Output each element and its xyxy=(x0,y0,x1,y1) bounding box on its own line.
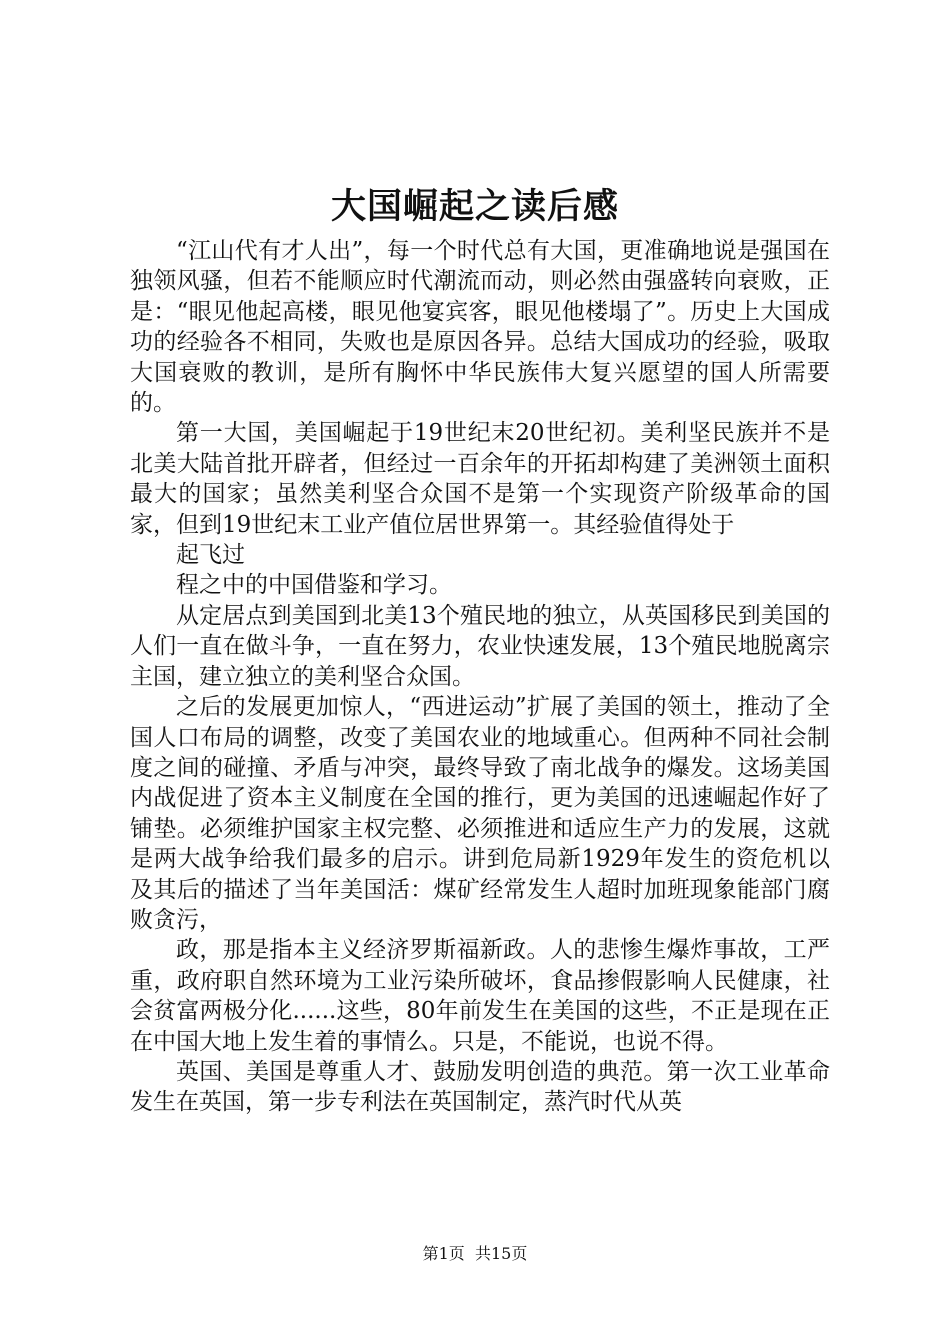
paragraph: 英国、美国是尊重人才、鼓励发明创造的典范。第一次工业革命发生在英国，第一步专利法在英国制定，蒸汽时代从英 xyxy=(130,1058,830,1116)
document-title: 大国崛起之读后感 xyxy=(330,186,619,227)
footer-spacer xyxy=(465,1244,475,1263)
paragraph: 程之中的中国借鉴和学习。 xyxy=(176,572,452,599)
page-footer xyxy=(0,1244,950,1264)
page-total: 共15页 xyxy=(474,1244,528,1263)
paragraph: “江山代有才人出”，每一个时代总有大国，更准确地说是强国在独领风骚，但若不能顺应时代潮流而动，则必然由强盛转向衰败，正是：“眼见他起高楼，眼见他宴宾客，眼见他楼塌了”。历史上大国成功的经验各不相同，失败也是原因各异。总结大国成功的经验，吸取大国衰败的教训，是所有胸怀中华民族伟大复兴愿望的国人所需要的。 xyxy=(130,238,830,417)
paragraph: 起飞过 xyxy=(176,542,245,569)
paragraph: 第一大国，美国崛起于19世纪末20世纪初。美利坚民族并不是北美大陆首批开辟者，但经过一百余年的开拓却构建了美洲领土面积最大的国家；虽然美利坚合众国不是第一个实现资产阶级革命的国家，但到19世纪末工业产值位居世界第一。其经验值得处于 xyxy=(130,420,830,538)
paragraph: 之后的发展更加惊人，“西进运动”扩展了美国的领土，推动了全国人口布局的调整，改变了美国农业的地域重心。但两种不同社会制度之间的碰撞、矛盾与冲突，最终导致了南北战争的爆发。这场美国内战促进了资本主义制度在全国的推行，更为美国的迅速崛起作好了铺垫。必须维护国家主权完整、必须推进和适应生产力的发展，这就是两大战争给我们最多的启示。讲到危局新1929年发生的资危机以及其后的描述了当年美国活：煤矿经常发生人超时加班现象能部门腐败贪污， xyxy=(130,694,830,933)
paragraph: 政，那是指本主义经济罗斯福新政。人的悲惨生爆炸事故，工严重，政府职自然环境为工业污染所破坏，食品掺假影响人民健康，社会贫富两极分化......这些，80年前发生在美国的这些，不正是现在正在中国大地上发生着的事情么。只是，不能说，也说不得。 xyxy=(130,937,830,1055)
document-body xyxy=(130,236,830,1118)
page-number: 第1页 xyxy=(422,1244,465,1263)
paragraph: 从定居点到美国到北美13个殖民地的独立，从英国移民到美国的人们一直在做斗争，一直在努力，农业快速发展，13个殖民地脱离宗主国，建立独立的美利坚合众国。 xyxy=(130,602,830,690)
